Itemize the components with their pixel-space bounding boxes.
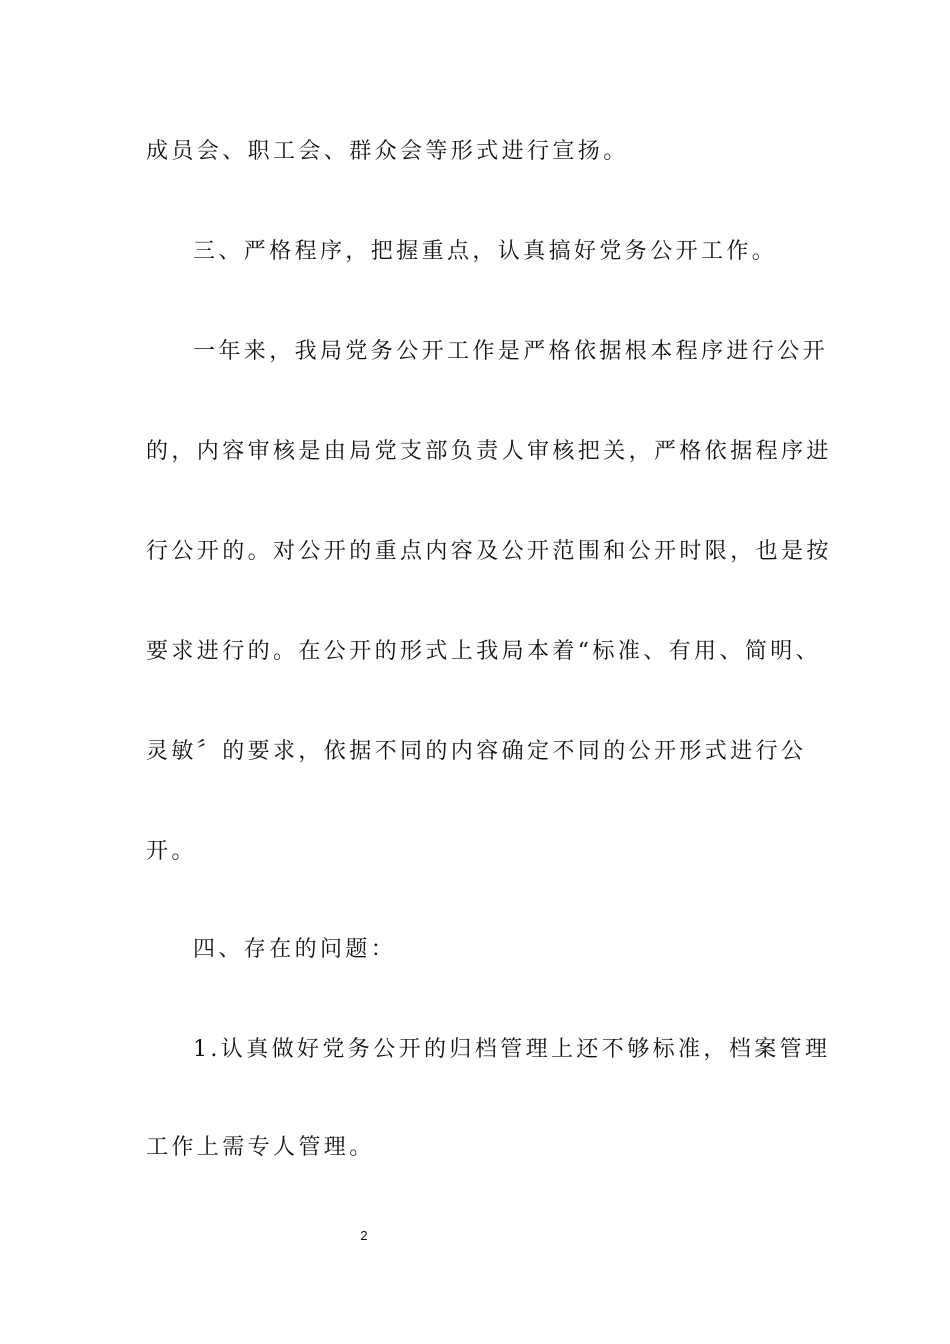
paragraph-line: 灵敏〞的要求，依据不同的内容确定不同的公开形式进行公: [146, 739, 807, 764]
list-item-1: 1.认真做好党务公开的归档管理上还不够标准，档案管理: [193, 1037, 831, 1062]
section-heading-4: 四、存在的问题：: [193, 937, 397, 962]
paragraph-line: 要求进行的。在公开的形式上我局本着“标准、有用、简明、: [146, 639, 822, 664]
paragraph-line: 开。: [146, 839, 197, 864]
paragraph-line: 的，内容审核是由局党支部负责人审核把关，严格依据程序进: [146, 439, 832, 464]
page-number: 2: [360, 1228, 368, 1243]
section-heading-3: 三、严格程序，把握重点，认真搞好党务公开工作。: [193, 239, 778, 264]
paragraph-line: 一年来，我局党务公开工作是严格依据根本程序进行公开: [193, 339, 829, 364]
paragraph-line: 成员会、职工会、群众会等形式进行宣扬。: [146, 139, 629, 164]
paragraph-line: 工作上需专人管理。: [146, 1135, 375, 1160]
paragraph-line: 行公开的。对公开的重点内容及公开范围和公开时限，也是按: [146, 539, 832, 564]
